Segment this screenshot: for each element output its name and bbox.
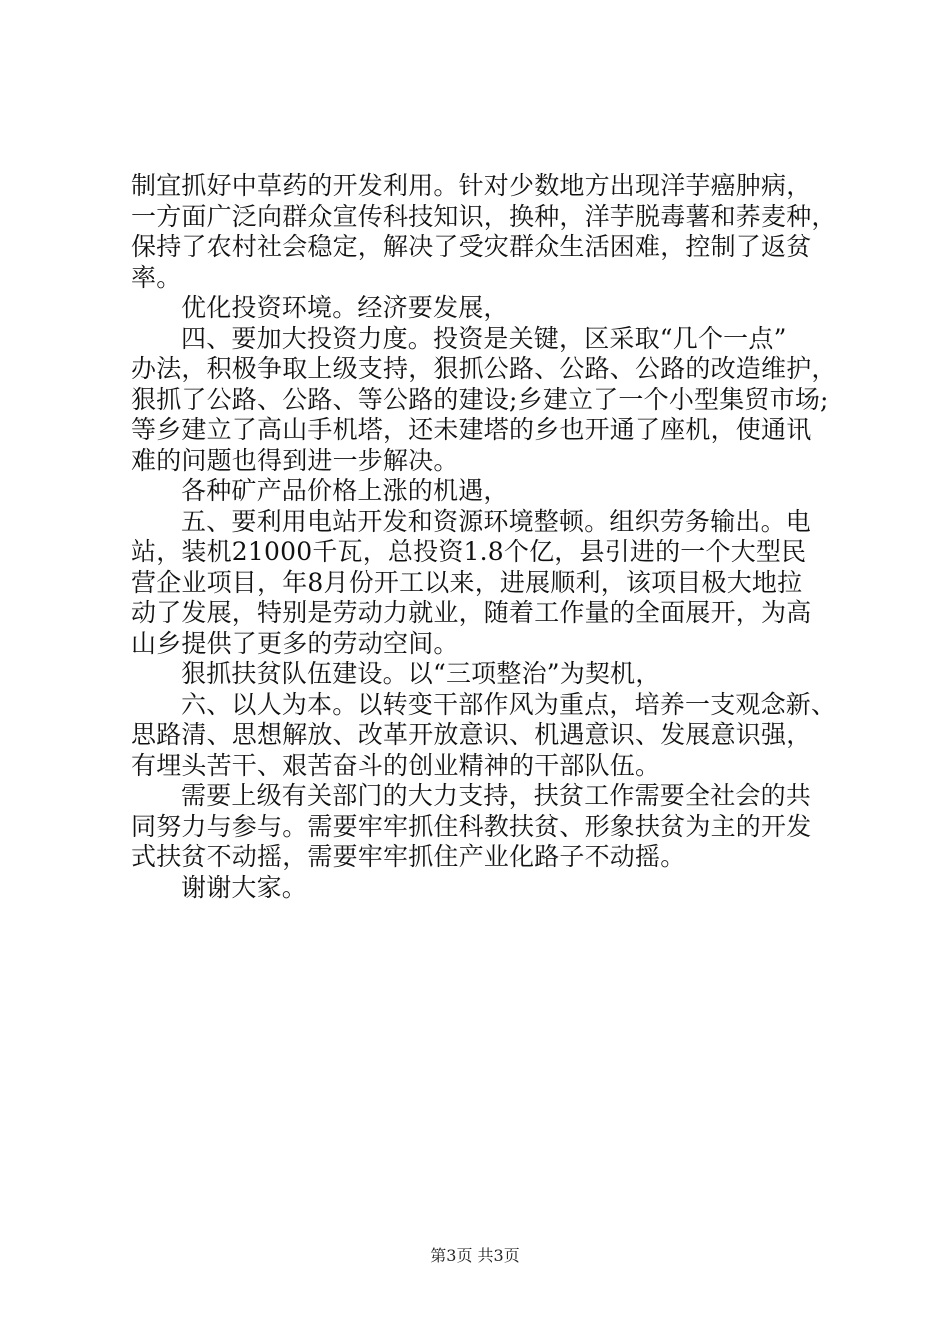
text-line: 需要上级有关部门的大力支持，扶贫工作需要全社会的共	[181, 781, 812, 810]
text-line: 狠抓了公路、公路、等公路的建设;乡建立了一个小型集贸市场;	[131, 384, 829, 414]
text-line: 难的问题也得到进一步解决。	[131, 445, 459, 475]
text-line: 保持了农村社会稳定，解决了受灾群众生活困难，控制了返贫	[131, 232, 812, 261]
text-line: 制宜抓好中草药的开发利用。针对少数地方出现洋芋癌肿病，	[131, 171, 812, 200]
text-line: 思路清、思想解放、改革开放意识、机遇意识、发展意识强，	[131, 720, 812, 749]
text-line: 四、要加大投资力度。投资是关键，区采取“几个一点”	[181, 323, 787, 353]
text-line: 率。	[131, 262, 182, 292]
text-line: 等乡建立了高山手机塔，还未建塔的乡也开通了座机，使通讯	[131, 415, 812, 444]
text-line: 办法，积极争取上级支持，狠抓公路、公路、公路的改造维护，	[131, 354, 837, 383]
text-line: 式扶贫不动摇，需要牢牢抓住产业化路子不动摇。	[131, 842, 686, 871]
text-line: 一方面广泛向群众宣传科技知识，换种，洋芋脱毒薯和荞麦种，	[131, 201, 837, 231]
closing-line: 谢谢大家。	[181, 872, 308, 902]
text-line: 同努力与参与。需要牢牢抓住科教扶贫、形象扶贫为主的开发	[131, 811, 812, 841]
text-line: 山乡提供了更多的劳动空间。	[131, 628, 459, 658]
document-body	[131, 171, 837, 903]
text-line: 动了发展，特别是劳动力就业，随着工作量的全面展开，为高	[131, 598, 812, 627]
paragraph-heading: 各种矿产品价格上涨的机遇，	[181, 476, 509, 505]
page-footer: 第3页 共3页	[430, 1246, 520, 1265]
text-line: 五、要利用电站开发和资源环境整顿。组织劳务输出。电	[181, 506, 812, 536]
text-line: 有埋头苦干、艰苦奋斗的创业精神的干部队伍。	[131, 750, 661, 780]
text-line: 六、以人为本。以转变干部作风为重点，培养一支观念新、	[181, 689, 837, 719]
paragraph-heading: 优化投资环境。经济要发展，	[181, 293, 509, 322]
text-line: 营企业项目，年8月份开工以来，进展顺利，该项目极大地拉	[131, 567, 803, 597]
text-line: 站，装机21000千瓦，总投资1.8个亿，县引进的一个大型民	[131, 537, 807, 566]
paragraph-heading: 狠抓扶贫队伍建设。以“三项整治”为契机，	[181, 659, 661, 688]
